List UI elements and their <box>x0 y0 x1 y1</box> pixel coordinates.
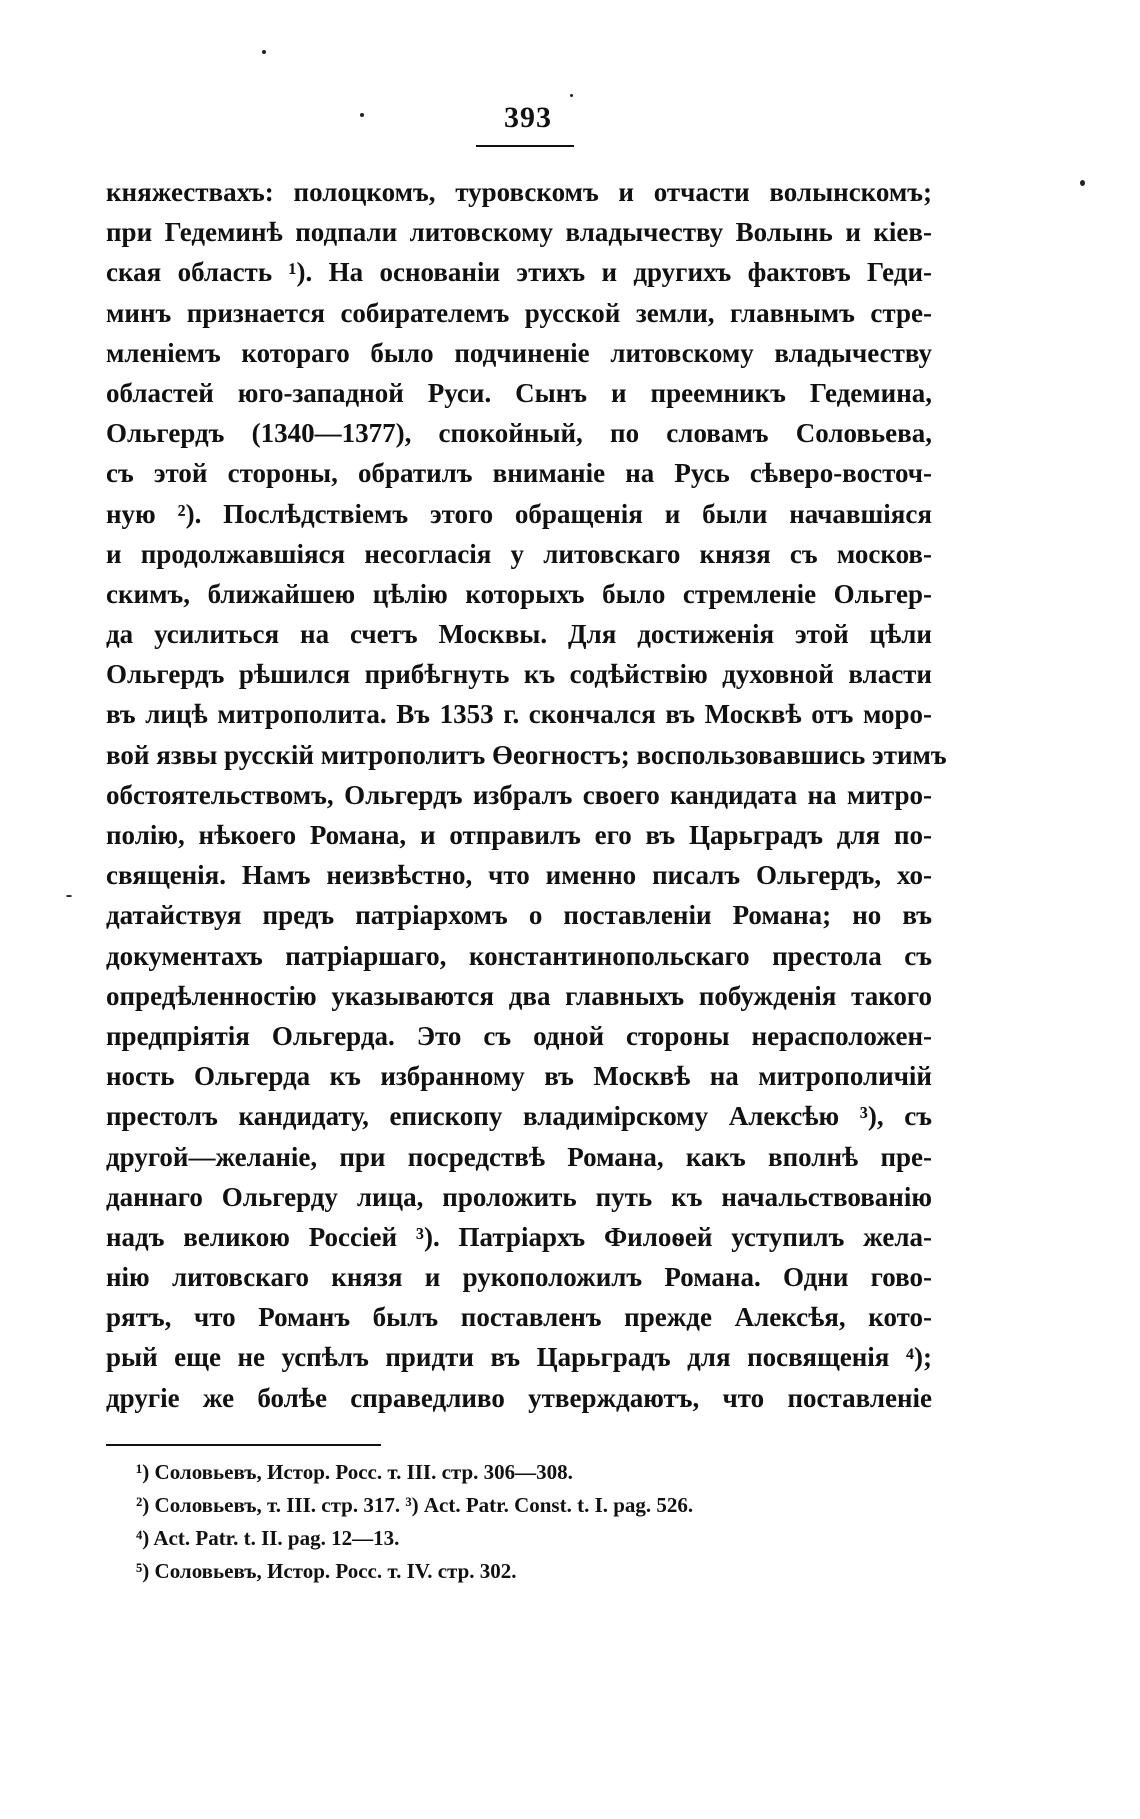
text-line: ность Ольгерда къ избранному въ Москвѣ на митрополичій <box>106 1061 932 1092</box>
footnote: ⁴) Act. Patr. t. II. pag. 12—13. <box>136 1526 400 1550</box>
text-line: скимъ, ближайшею цѣлію которыхъ было стремленіе Ольгер- <box>106 578 932 609</box>
text-line: минъ признается собирателемъ русской земли, главнымъ стре- <box>106 297 932 328</box>
text-line: областей юго-западной Руси. Сынъ и преемникъ Гедемина, <box>106 377 932 408</box>
scan-speck <box>360 113 364 117</box>
text-line: при Гедеминѣ подпали литовскому владычеству Волынь и кіев- <box>106 217 932 248</box>
text-line: даннаго Ольгерду лица, проложить путь къ начальствованію <box>106 1181 932 1212</box>
text-line: престолъ кандидату, епископу владимірскому Алексѣю ³), съ <box>106 1101 932 1132</box>
text-line: Ольгердъ рѣшился прибѣгнуть къ содѣйствію духовной власти <box>106 659 932 690</box>
footnotes <box>106 1456 932 1588</box>
text-line: другой—желаніе, при посредствѣ Романа, какъ вполнѣ пре- <box>106 1141 932 1172</box>
footnote: ²) Соловьевъ, т. III. стр. 317. ³) Act. Patr. Const. t. I. pag. 526. <box>136 1493 694 1517</box>
text-line: княжествахъ: полоцкомъ, туровскомъ и отчасти волынскомъ; <box>106 177 932 207</box>
text-line: рый еще не успѣлъ придти въ Царьградъ для посвященія ⁴); <box>106 1342 932 1373</box>
text-line: обстоятельствомъ, Ольгердъ избралъ своего кандидата на митро- <box>106 779 932 810</box>
text-line: мленіемъ котораго было подчиненіе литовскому владычеству <box>106 337 932 368</box>
text-line: нію литовскаго князя и рукоположилъ Романа. Одни гово- <box>106 1262 932 1293</box>
text-line: да усилиться на счетъ Москвы. Для достиженія этой цѣли <box>106 619 932 650</box>
body-text <box>106 172 947 1418</box>
scan-speck <box>1080 180 1085 186</box>
text-line: священія. Намъ неизвѣстно, что именно писалъ Ольгердъ, хо- <box>106 860 932 891</box>
text-line: документахъ патріаршаго, константинопольскаго престола съ <box>106 940 932 971</box>
text-line: ную ²). Послѣдствіемъ этого обращенія и были начавшіяся <box>106 498 932 529</box>
footnote: ⁵) Соловьевъ, Истор. Росс. т. IV. стр. 302. <box>136 1559 517 1583</box>
text-line: опредѣленностію указываются два главныхъ побужденія такого <box>106 980 932 1011</box>
scan-speck <box>262 50 266 54</box>
text-line: полію, нѣкоего Романа, и отправилъ его въ Царьградъ для по- <box>106 820 932 850</box>
text-line: рятъ, что Романъ былъ поставленъ прежде Алексѣя, кото- <box>106 1302 932 1333</box>
page-number-underline <box>476 145 574 147</box>
text-line: ская область ¹). На основаніи этихъ и другихъ фактовъ Геди- <box>106 257 932 288</box>
scan-speck <box>570 94 573 97</box>
text-line: надъ великою Россіей ³). Патріархъ Филоѳей уступилъ жела- <box>106 1221 932 1252</box>
scan-speck <box>66 895 72 897</box>
text-line: датайствуя предъ патріархомъ о поставленіи Романа; но въ <box>106 900 932 931</box>
text-line: въ лицѣ митрополита. Въ 1353 г. скончался въ Москвѣ отъ моро- <box>106 699 932 730</box>
text-line: вой язвы русскій митрополитъ Өеогностъ; воспользовавшись этимъ <box>106 739 947 770</box>
footnote: ¹) Соловьевъ, Истор. Росс. т. III. стр. 306—308. <box>136 1460 573 1484</box>
text-line: и продолжавшіяся несогласія у литовскаго князя съ москов- <box>106 538 932 569</box>
text-line: съ этой стороны, обратилъ вниманіе на Русь сѣверо-восточ- <box>106 458 932 489</box>
text-line: предпріятія Ольгерда. Это съ одной стороны нерасположен- <box>106 1020 932 1051</box>
footnote-divider <box>106 1444 381 1446</box>
text-line: Ольгердъ (1340—1377), спокойный, по словамъ Соловьева, <box>106 418 932 449</box>
text-line: другіе же болѣе справедливо утверждаютъ, что поставленіе <box>106 1382 932 1413</box>
page-number: 393 <box>504 101 552 134</box>
